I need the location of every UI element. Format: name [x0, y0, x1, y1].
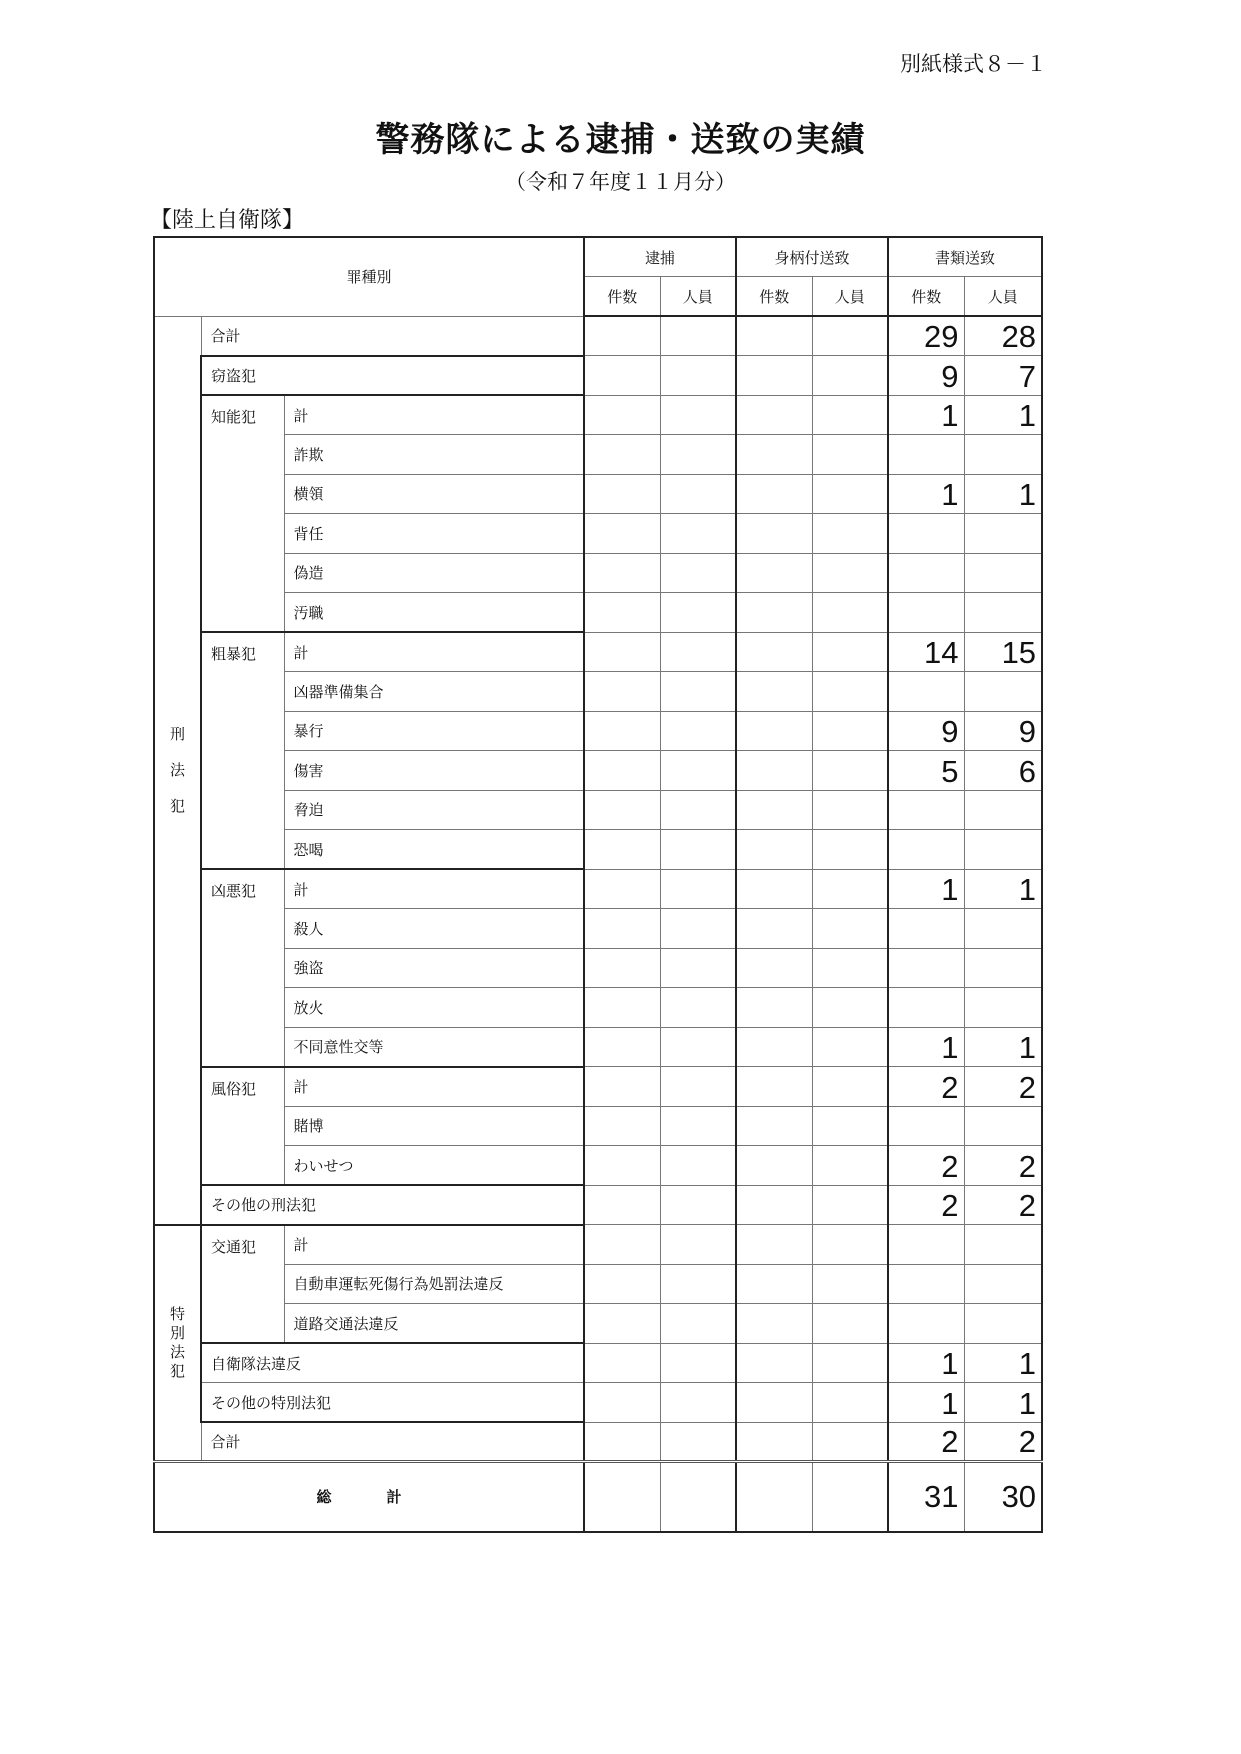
row-label: 道路交通法違反: [284, 1304, 584, 1344]
table-row: [154, 1106, 1042, 1146]
cell-document-persons: 2: [964, 1185, 1042, 1225]
cell-arrest-cases: [584, 751, 660, 791]
cell-arrest-persons: [660, 1067, 736, 1107]
table-row: [154, 869, 1042, 909]
cell-arrest-cases: [584, 1304, 660, 1344]
cell-custody-cases: [736, 1225, 812, 1265]
cell-custody-persons: [812, 948, 888, 988]
cell-arrest-cases: [584, 1067, 660, 1107]
cell-custody-cases: [736, 632, 812, 672]
cell-custody-cases: [736, 869, 812, 909]
section-criminal-law: 刑 法 犯: [154, 316, 201, 1225]
table-row: [154, 1304, 1042, 1344]
cell-custody-cases: [736, 356, 812, 396]
cell-arrest-cases: [584, 316, 660, 356]
cell-document-persons: [964, 553, 1042, 593]
row-label: 不同意性交等: [284, 1027, 584, 1067]
cell-document-cases: 9: [888, 711, 964, 751]
cell-custody-cases: [736, 435, 812, 475]
header-category: 罪種別: [154, 237, 584, 316]
cell-document-cases: 1: [888, 1027, 964, 1067]
cell-arrest-cases: [584, 1146, 660, 1186]
cell-arrest-persons: [660, 1225, 736, 1265]
cell-document-cases: 5: [888, 751, 964, 791]
cell-custody-persons: [812, 316, 888, 356]
row-label: 計: [284, 1225, 584, 1265]
cell-arrest-persons: [660, 1422, 736, 1462]
cell-custody-persons: [812, 909, 888, 949]
row-label: 殺人: [284, 909, 584, 949]
cell-document-persons: [964, 1106, 1042, 1146]
cell-arrest-persons: [660, 632, 736, 672]
table-row: [154, 1383, 1042, 1423]
cell-document-persons: 28: [964, 316, 1042, 356]
row-label: 汚職: [284, 593, 584, 633]
table-row: [154, 435, 1042, 475]
cell-document-cases: [888, 948, 964, 988]
cell-custody-persons: [812, 356, 888, 396]
row-label: 賭博: [284, 1106, 584, 1146]
cell-document-cases: [888, 909, 964, 949]
cell-custody-cases: [736, 948, 812, 988]
cell-arrest-cases: [584, 1422, 660, 1462]
grand-total-row: [154, 1462, 1042, 1532]
cell-custody-cases: [736, 1185, 812, 1225]
cell-custody-persons: [812, 1264, 888, 1304]
cell-document-cases: [888, 593, 964, 633]
table-row: [154, 356, 1042, 396]
table-row: [154, 1225, 1042, 1265]
cell-arrest-cases: [584, 514, 660, 554]
row-label: 横領: [284, 474, 584, 514]
cell-arrest-persons: [660, 474, 736, 514]
cell-arrest-persons: [660, 869, 736, 909]
table-row: [154, 948, 1042, 988]
cell-custody-persons: [812, 1422, 888, 1462]
cell-custody-cases: [736, 909, 812, 949]
cell-document-cases: 31: [888, 1462, 964, 1532]
cell-custody-persons: [812, 1343, 888, 1383]
cell-arrest-persons: [660, 711, 736, 751]
cell-arrest-persons: [660, 593, 736, 633]
cell-arrest-cases: [584, 711, 660, 751]
cell-document-persons: 1: [964, 474, 1042, 514]
cell-arrest-cases: [584, 395, 660, 435]
row-label: 計: [284, 395, 584, 435]
table-row: [154, 751, 1042, 791]
cell-custody-cases: [736, 751, 812, 791]
cell-document-cases: 1: [888, 395, 964, 435]
cell-custody-cases: [736, 711, 812, 751]
cell-custody-persons: [812, 869, 888, 909]
table-row: [154, 1343, 1042, 1383]
row-label: 窃盗犯: [201, 356, 584, 396]
table-row: [154, 395, 1042, 435]
cell-document-cases: 2: [888, 1067, 964, 1107]
table-row: [154, 988, 1042, 1028]
cell-arrest-cases: [584, 672, 660, 712]
cell-document-cases: [888, 830, 964, 870]
cell-document-persons: [964, 988, 1042, 1028]
cell-custody-persons: [812, 1462, 888, 1532]
header-arrest-cases: 件数: [584, 277, 660, 317]
cell-arrest-persons: [660, 1185, 736, 1225]
cell-arrest-persons: [660, 988, 736, 1028]
header-document-persons: 人員: [964, 277, 1042, 317]
cell-arrest-cases: [584, 356, 660, 396]
cell-custody-cases: [736, 593, 812, 633]
header-custody-referral: 身柄付送致: [736, 237, 888, 277]
row-label: 計: [284, 869, 584, 909]
header-custody-cases: 件数: [736, 277, 812, 317]
row-label: 凶器準備集合: [284, 672, 584, 712]
cell-document-cases: [888, 514, 964, 554]
table-row: [154, 316, 1042, 356]
cell-arrest-persons: [660, 553, 736, 593]
unit-label: 【陸上自衛隊】: [150, 208, 305, 233]
row-label: 合計: [201, 1422, 584, 1462]
row-label: 恐喝: [284, 830, 584, 870]
cell-arrest-cases: [584, 1106, 660, 1146]
row-label: 偽造: [284, 553, 584, 593]
cell-custody-persons: [812, 830, 888, 870]
cell-custody-persons: [812, 553, 888, 593]
cell-document-persons: [964, 514, 1042, 554]
grand-total-label: 総 計: [154, 1462, 584, 1532]
cell-document-persons: 15: [964, 632, 1042, 672]
row-label: 強盗: [284, 948, 584, 988]
cell-document-cases: [888, 1106, 964, 1146]
table-row: [154, 632, 1042, 672]
cell-custody-persons: [812, 672, 888, 712]
cell-document-persons: 2: [964, 1422, 1042, 1462]
header-arrest: 逮捕: [584, 237, 736, 277]
cell-document-persons: 1: [964, 1027, 1042, 1067]
cell-arrest-cases: [584, 632, 660, 672]
cell-custody-cases: [736, 830, 812, 870]
table-row: [154, 1067, 1042, 1107]
row-label: 放火: [284, 988, 584, 1028]
cell-document-cases: 1: [888, 869, 964, 909]
row-label: 計: [284, 632, 584, 672]
cell-arrest-persons: [660, 316, 736, 356]
cell-document-persons: [964, 830, 1042, 870]
cell-custody-cases: [736, 395, 812, 435]
page-title: 警務隊による逮捕・送致の実績: [375, 120, 866, 160]
cell-document-cases: 9: [888, 356, 964, 396]
row-label: 傷害: [284, 751, 584, 791]
cell-document-cases: [888, 790, 964, 830]
cell-custody-cases: [736, 553, 812, 593]
cell-document-cases: [888, 553, 964, 593]
cell-document-cases: 2: [888, 1185, 964, 1225]
row-label: 合計: [201, 316, 584, 356]
cell-document-persons: [964, 435, 1042, 475]
cell-arrest-persons: [660, 672, 736, 712]
cell-document-cases: [888, 1264, 964, 1304]
cell-custody-persons: [812, 1067, 888, 1107]
row-label: 自衛隊法違反: [201, 1343, 584, 1383]
cell-document-persons: [964, 672, 1042, 712]
cell-custody-cases: [736, 1422, 812, 1462]
cell-document-persons: [964, 948, 1042, 988]
cell-document-persons: [964, 909, 1042, 949]
cell-arrest-cases: [584, 1383, 660, 1423]
cell-arrest-cases: [584, 988, 660, 1028]
cell-document-persons: [964, 1264, 1042, 1304]
cell-arrest-cases: [584, 1462, 660, 1532]
group-label: 知能犯: [201, 395, 284, 632]
cell-custody-persons: [812, 1185, 888, 1225]
header-custody-persons: 人員: [812, 277, 888, 317]
cell-arrest-persons: [660, 1027, 736, 1067]
cell-custody-cases: [736, 1146, 812, 1186]
table-row: [154, 1027, 1042, 1067]
cell-arrest-cases: [584, 1343, 660, 1383]
cell-document-cases: [888, 988, 964, 1028]
cell-document-cases: 2: [888, 1146, 964, 1186]
cell-arrest-persons: [660, 1383, 736, 1423]
cell-document-cases: 29: [888, 316, 964, 356]
form-number: 別紙様式８－１: [900, 52, 1047, 76]
cell-document-persons: [964, 1225, 1042, 1265]
cell-custody-cases: [736, 1067, 812, 1107]
table-row: [154, 672, 1042, 712]
cell-document-persons: 2: [964, 1146, 1042, 1186]
row-label: その他の特別法犯: [201, 1383, 584, 1423]
cell-arrest-cases: [584, 435, 660, 475]
cell-arrest-persons: [660, 1146, 736, 1186]
table-row: [154, 790, 1042, 830]
cell-arrest-persons: [660, 1462, 736, 1532]
cell-custody-cases: [736, 1304, 812, 1344]
cell-arrest-cases: [584, 553, 660, 593]
cell-document-persons: [964, 790, 1042, 830]
cell-arrest-cases: [584, 948, 660, 988]
cell-document-persons: [964, 593, 1042, 633]
cell-arrest-persons: [660, 514, 736, 554]
cell-document-cases: 14: [888, 632, 964, 672]
table-row: [154, 474, 1042, 514]
cell-custody-cases: [736, 514, 812, 554]
row-label: 背任: [284, 514, 584, 554]
cell-arrest-persons: [660, 948, 736, 988]
cell-document-persons: 1: [964, 1383, 1042, 1423]
table-row: [154, 1185, 1042, 1225]
row-label: その他の刑法犯: [201, 1185, 584, 1225]
cell-document-persons: 2: [964, 1067, 1042, 1107]
cell-custody-persons: [812, 1106, 888, 1146]
cell-arrest-persons: [660, 1106, 736, 1146]
table-row: [154, 553, 1042, 593]
cell-arrest-persons: [660, 830, 736, 870]
table-row: [154, 909, 1042, 949]
cell-custody-cases: [736, 1462, 812, 1532]
table-row: [154, 1422, 1042, 1462]
table-row: [154, 593, 1042, 633]
cell-arrest-cases: [584, 790, 660, 830]
cell-arrest-cases: [584, 474, 660, 514]
row-label: 脅迫: [284, 790, 584, 830]
cell-document-persons: [964, 1304, 1042, 1344]
cell-custody-persons: [812, 1146, 888, 1186]
cell-document-persons: 1: [964, 869, 1042, 909]
cell-document-cases: 1: [888, 1343, 964, 1383]
header-document-cases: 件数: [888, 277, 964, 317]
cell-document-persons: 7: [964, 356, 1042, 396]
cell-custody-persons: [812, 632, 888, 672]
table-row: [154, 711, 1042, 751]
group-label: 風俗犯: [201, 1067, 284, 1186]
cell-arrest-cases: [584, 1027, 660, 1067]
cell-custody-persons: [812, 988, 888, 1028]
cell-custody-persons: [812, 1027, 888, 1067]
row-label: 計: [284, 1067, 584, 1107]
cell-custody-persons: [812, 751, 888, 791]
group-label: 粗暴犯: [201, 632, 284, 869]
cell-arrest-cases: [584, 1225, 660, 1265]
cell-document-cases: [888, 435, 964, 475]
section-special-law: 特 別 法 犯: [154, 1225, 201, 1462]
cell-document-cases: [888, 672, 964, 712]
cell-arrest-persons: [660, 356, 736, 396]
period-subtitle: （令和７年度１１月分）: [505, 170, 736, 194]
row-label: 自動車運転死傷行為処罰法違反: [284, 1264, 584, 1304]
row-label: 詐欺: [284, 435, 584, 475]
cell-arrest-persons: [660, 1304, 736, 1344]
cell-arrest-cases: [584, 830, 660, 870]
cell-custody-persons: [812, 435, 888, 475]
cell-custody-cases: [736, 672, 812, 712]
header-arrest-persons: 人員: [660, 277, 736, 317]
group-label: 交通犯: [201, 1225, 284, 1344]
cell-arrest-cases: [584, 909, 660, 949]
cell-custody-cases: [736, 988, 812, 1028]
cell-custody-persons: [812, 514, 888, 554]
table-row: [154, 1264, 1042, 1304]
header-document-referral: 書類送致: [888, 237, 1042, 277]
cell-custody-cases: [736, 316, 812, 356]
cell-arrest-persons: [660, 395, 736, 435]
cell-arrest-cases: [584, 869, 660, 909]
cell-custody-cases: [736, 1264, 812, 1304]
cell-custody-persons: [812, 1383, 888, 1423]
row-label: 暴行: [284, 711, 584, 751]
cell-arrest-persons: [660, 435, 736, 475]
cell-document-persons: 30: [964, 1462, 1042, 1532]
cell-document-persons: 1: [964, 395, 1042, 435]
cell-custody-persons: [812, 474, 888, 514]
cell-custody-cases: [736, 474, 812, 514]
cell-document-cases: 1: [888, 1383, 964, 1423]
cell-document-persons: 1: [964, 1343, 1042, 1383]
cell-arrest-cases: [584, 1185, 660, 1225]
cell-document-cases: 2: [888, 1422, 964, 1462]
cell-arrest-cases: [584, 1264, 660, 1304]
table-row: [154, 1146, 1042, 1186]
row-label: わいせつ: [284, 1146, 584, 1186]
cell-custody-persons: [812, 1225, 888, 1265]
cell-custody-cases: [736, 790, 812, 830]
cell-arrest-persons: [660, 790, 736, 830]
cell-custody-persons: [812, 711, 888, 751]
cell-document-persons: 6: [964, 751, 1042, 791]
cell-custody-persons: [812, 1304, 888, 1344]
cell-custody-cases: [736, 1106, 812, 1146]
group-label: 凶悪犯: [201, 869, 284, 1067]
cell-custody-cases: [736, 1383, 812, 1423]
cell-custody-persons: [812, 790, 888, 830]
cell-custody-persons: [812, 395, 888, 435]
cell-document-cases: 1: [888, 474, 964, 514]
cell-document-cases: [888, 1225, 964, 1265]
cell-arrest-persons: [660, 1264, 736, 1304]
cell-arrest-persons: [660, 909, 736, 949]
table-row: [154, 830, 1042, 870]
cell-arrest-persons: [660, 751, 736, 791]
cell-arrest-cases: [584, 593, 660, 633]
arrest-statistics-table: [153, 236, 1043, 1533]
cell-custody-cases: [736, 1027, 812, 1067]
cell-custody-persons: [812, 593, 888, 633]
cell-document-cases: [888, 1304, 964, 1344]
table-row: [154, 514, 1042, 554]
cell-document-persons: 9: [964, 711, 1042, 751]
cell-arrest-persons: [660, 1343, 736, 1383]
cell-custody-cases: [736, 1343, 812, 1383]
